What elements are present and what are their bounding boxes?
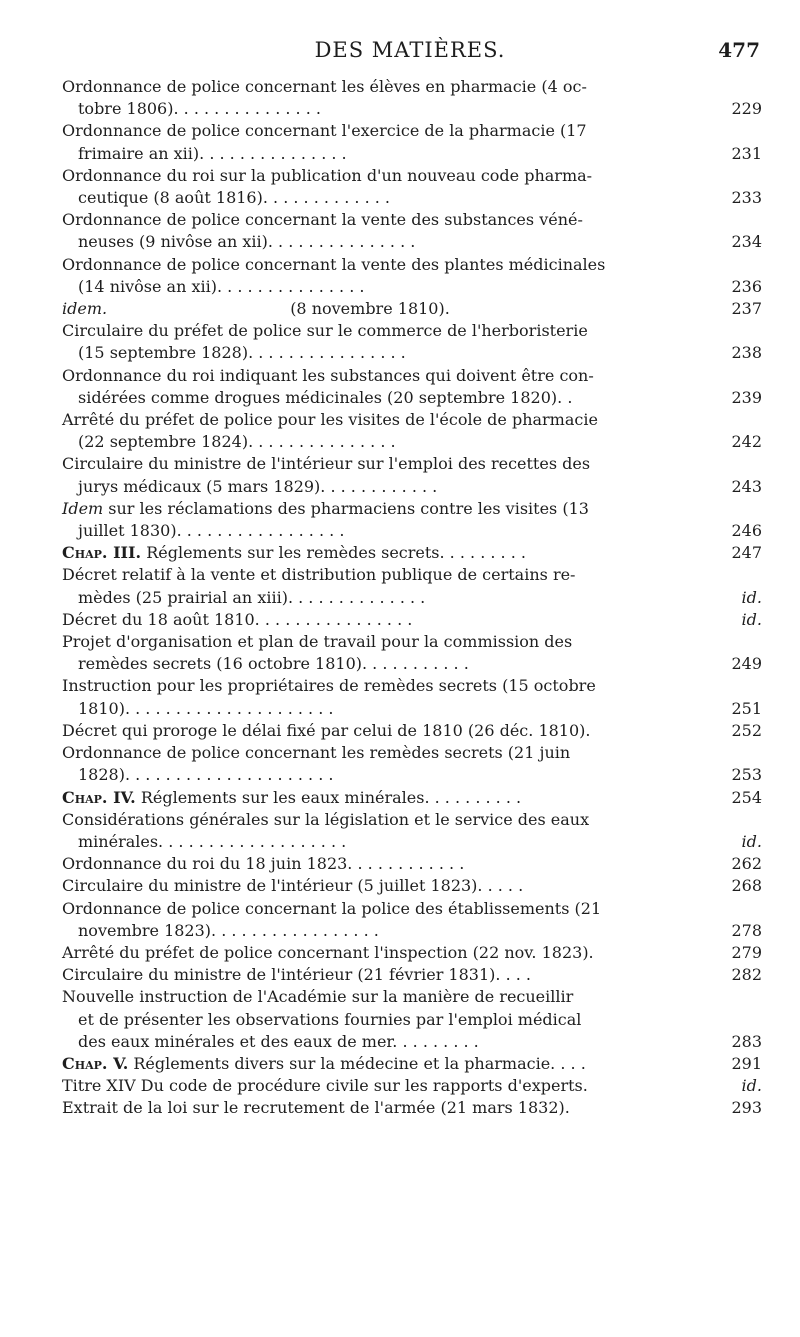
entry-page-number: 234 [731, 232, 762, 252]
entry-title [62, 254, 690, 298]
toc-entry [62, 986, 762, 1053]
entry-page-number: 243 [731, 476, 762, 496]
entry-title [62, 720, 690, 742]
toc-entry [62, 609, 762, 631]
entry-page-number: 279 [731, 942, 762, 962]
entry-page-number: 242 [731, 432, 762, 452]
toc-entry [62, 298, 762, 320]
entry-page-number: 252 [731, 720, 762, 740]
entry-page-number: 251 [731, 698, 762, 718]
entry-title [62, 986, 690, 1053]
entry-line [62, 298, 690, 320]
entry-line: Ordonnance de police concernant la vente des substances véné- [62, 210, 583, 230]
entry-line-rest: (8 novembre 1810). [107, 299, 450, 319]
entry-title [62, 453, 690, 497]
chapter-title: Réglements sur les eaux minérales. . . . . . . . . . [135, 787, 522, 807]
toc-entry [62, 631, 762, 675]
entry-line: Nouvelle instruction de l'Académie sur la manière de recueillir [62, 987, 574, 1007]
entry-title [62, 165, 690, 209]
toc-entry [62, 675, 762, 719]
entry-title [62, 120, 690, 164]
entry-page-number: id. [741, 587, 762, 607]
entry-title [62, 964, 690, 986]
toc-entry [62, 320, 762, 364]
entry-line: Circulaire du ministre de l'intérieur (5 juillet 1823). . . . . [62, 876, 524, 896]
toc-entry [62, 209, 762, 253]
toc-entry [62, 853, 762, 875]
entry-continuation-line: (14 nivôse an xii). . . . . . . . . . . . . . . [78, 276, 365, 296]
toc-entry [62, 498, 762, 542]
entry-continuation-line: neuses (9 nivôse an xii). . . . . . . . . . . . . . . [78, 232, 416, 252]
entry-line: Arrêté du préfet de police pour les visites de l'école de pharmacie [62, 410, 598, 430]
entry-page-number: 293 [731, 1098, 762, 1118]
entry-continuation-line: minérales. . . . . . . . . . . . . . . . . . . [78, 831, 347, 851]
entry-continuation-line: 1828). . . . . . . . . . . . . . . . . . . . . [78, 765, 334, 785]
toc-entry [62, 742, 762, 786]
entry-title [62, 1075, 690, 1097]
chapter-label: Chap. III. [62, 543, 142, 563]
entry-page-number: 231 [731, 143, 762, 163]
entry-line: Ordonnance du roi indiquant les substances qui doivent être con- [62, 365, 594, 385]
entry-title [62, 542, 690, 564]
entry-line: Titre XIV Du code de procédure civile sur les rapports d'experts. [62, 1076, 588, 1096]
toc-entry [62, 365, 762, 409]
entry-line: Circulaire du ministre de l'intérieur (21 février 1831). . . . [62, 965, 531, 985]
entry-title [62, 1097, 690, 1119]
entry-line: Considérations générales sur la législation et le service des eaux [62, 809, 590, 829]
entry-page-number: 233 [731, 188, 762, 208]
entry-continuation-line: (22 septembre 1824). . . . . . . . . . . . . . . [78, 432, 396, 452]
chapter-heading [62, 542, 762, 564]
entry-page-number: 254 [731, 787, 762, 807]
entry-title [62, 787, 690, 809]
entry-page-number: 283 [731, 1031, 762, 1051]
page-header [60, 36, 760, 66]
entry-title [62, 809, 690, 853]
entry-page-number: 253 [731, 765, 762, 785]
toc-entry [62, 942, 762, 964]
entry-line [62, 787, 690, 809]
entry-line: Décret qui proroge le délai fixé par celui de 1810 (26 déc. 1810). [62, 720, 591, 740]
entry-line: Ordonnance de police concernant la vente des plantes médicinales [62, 254, 606, 274]
chapter-title: Réglements divers sur la médecine et la pharmacie. . . . [128, 1053, 586, 1073]
chapter-label: Chap. V. [62, 1053, 129, 1073]
entry-continuation-line: tobre 1806). . . . . . . . . . . . . . . [78, 99, 321, 119]
entry-page-number: 229 [731, 99, 762, 119]
entry-continuation-line: des eaux minérales et des eaux de mer. . . . . . . . . [78, 1031, 479, 1051]
entry-title [62, 209, 690, 253]
entry-page-number: 236 [731, 276, 762, 296]
entry-continuation-line: et de présenter les observations fournies par l'emploi médical [78, 1009, 582, 1029]
entry-title [62, 742, 690, 786]
entry-page-number: 291 [731, 1053, 762, 1073]
idem-prefix: idem. [62, 299, 108, 319]
chapter-heading [62, 1053, 762, 1075]
toc-entry [62, 76, 762, 120]
toc-entry [62, 165, 762, 209]
entry-page-number: 282 [731, 965, 762, 985]
chapter-heading [62, 787, 762, 809]
entry-page-number: 239 [731, 387, 762, 407]
entry-title [62, 609, 690, 631]
entry-title [62, 409, 690, 453]
entry-line-rest: sur les réclamations des pharmaciens contre les visites (13 [103, 498, 589, 518]
entry-page-number: 247 [731, 543, 762, 563]
toc-entry [62, 409, 762, 453]
entry-title [62, 675, 690, 719]
entry-title [62, 898, 690, 942]
entry-page-number: 237 [731, 299, 762, 319]
entry-line: Arrêté du préfet de police concernant l'inspection (22 nov. 1823). [62, 942, 594, 962]
entry-title [62, 875, 690, 897]
entry-line: Projet d'organisation et plan de travail pour la commission des [62, 632, 573, 652]
entry-continuation-line: ceutique (8 août 1816). . . . . . . . . . . . . [78, 188, 390, 208]
toc-entry [62, 875, 762, 897]
entry-continuation-line: mèdes (25 prairial an xiii). . . . . . . . . . . . . . [78, 587, 426, 607]
idem-prefix: Idem [62, 498, 104, 518]
entry-title [62, 853, 690, 875]
entry-title [62, 564, 690, 608]
entry-line: Décret du 18 août 1810. . . . . . . . . . . . . . . . [62, 609, 413, 629]
entry-page-number: 262 [731, 854, 762, 874]
entry-title [62, 942, 690, 964]
entry-continuation-line: (15 septembre 1828). . . . . . . . . . . . . . . . [78, 343, 406, 363]
entry-page-number: 249 [731, 654, 762, 674]
entry-line: Ordonnance de police concernant la police des établissements (21 [62, 898, 602, 918]
chapter-label: Chap. IV. [62, 787, 136, 807]
entry-page-number: id. [741, 831, 762, 851]
entry-line: Circulaire du préfet de police sur le commerce de l'herboristerie [62, 321, 588, 341]
entry-continuation-line: jurys médicaux (5 mars 1829). . . . . . . . . . . . [78, 476, 438, 496]
entry-title [62, 365, 690, 409]
entry-continuation-line: 1810). . . . . . . . . . . . . . . . . . . . . [78, 698, 334, 718]
toc-entry [62, 564, 762, 608]
toc-entry [62, 120, 762, 164]
entry-line: Ordonnance de police concernant les remèdes secrets (21 juin [62, 743, 571, 763]
entry-page-number: id. [741, 1076, 762, 1096]
entry-line [62, 498, 690, 520]
running-title: DES MATIÈRES. [314, 38, 506, 62]
entry-page-number: 268 [731, 876, 762, 896]
toc-entry [62, 453, 762, 497]
entry-continuation-line: sidérées comme drogues médicinales (20 septembre 1820). . [78, 387, 573, 407]
entry-line: Ordonnance de police concernant les élèves en pharmacie (4 oc- [62, 77, 587, 96]
entry-line: Ordonnance de police concernant l'exercice de la pharmacie (17 [62, 121, 587, 141]
toc-entry [62, 254, 762, 298]
entry-line [62, 542, 690, 564]
toc-entry [62, 809, 762, 853]
toc-entry [62, 898, 762, 942]
chapter-title: Réglements sur les remèdes secrets. . . . . . . . . [141, 543, 526, 563]
entry-page-number: 238 [731, 343, 762, 363]
entry-title [62, 498, 690, 542]
entry-line: Extrait de la loi sur le recrutement de l'armée (21 mars 1832). [62, 1098, 570, 1118]
entry-continuation-line: juillet 1830). . . . . . . . . . . . . . . . . [78, 521, 345, 541]
entry-title [62, 76, 690, 120]
entry-line [62, 1053, 690, 1075]
entry-title [62, 1053, 690, 1075]
entry-continuation-line: novembre 1823). . . . . . . . . . . . . . . . . [78, 920, 379, 940]
entry-continuation-line: frimaire an xii). . . . . . . . . . . . . . . [78, 143, 347, 163]
toc-entry [62, 1075, 762, 1097]
entry-line: Ordonnance du roi sur la publication d'un nouveau code pharma- [62, 165, 593, 185]
entry-page-number: 278 [731, 920, 762, 940]
entry-line: Décret relatif à la vente et distribution publique de certains re- [62, 565, 576, 585]
entry-page-number: 246 [731, 521, 762, 541]
entry-page-number: id. [741, 609, 762, 629]
toc-entry [62, 720, 762, 742]
toc-entry [62, 1097, 762, 1119]
entry-continuation-line: remèdes secrets (16 octobre 1810). . . . . . . . . . . [78, 654, 469, 674]
entry-line: Ordonnance du roi du 18 juin 1823. . . . . . . . . . . . [62, 854, 465, 874]
page-number: 477 [718, 38, 760, 62]
toc-entry [62, 964, 762, 986]
entry-title [62, 631, 690, 675]
entry-line: Instruction pour les propriétaires de remèdes secrets (15 octobre [62, 676, 596, 696]
entry-title [62, 298, 690, 320]
table-of-contents [62, 76, 762, 1120]
entry-title [62, 320, 690, 364]
entry-line: Circulaire du ministre de l'intérieur sur l'emploi des recettes des [62, 454, 591, 474]
